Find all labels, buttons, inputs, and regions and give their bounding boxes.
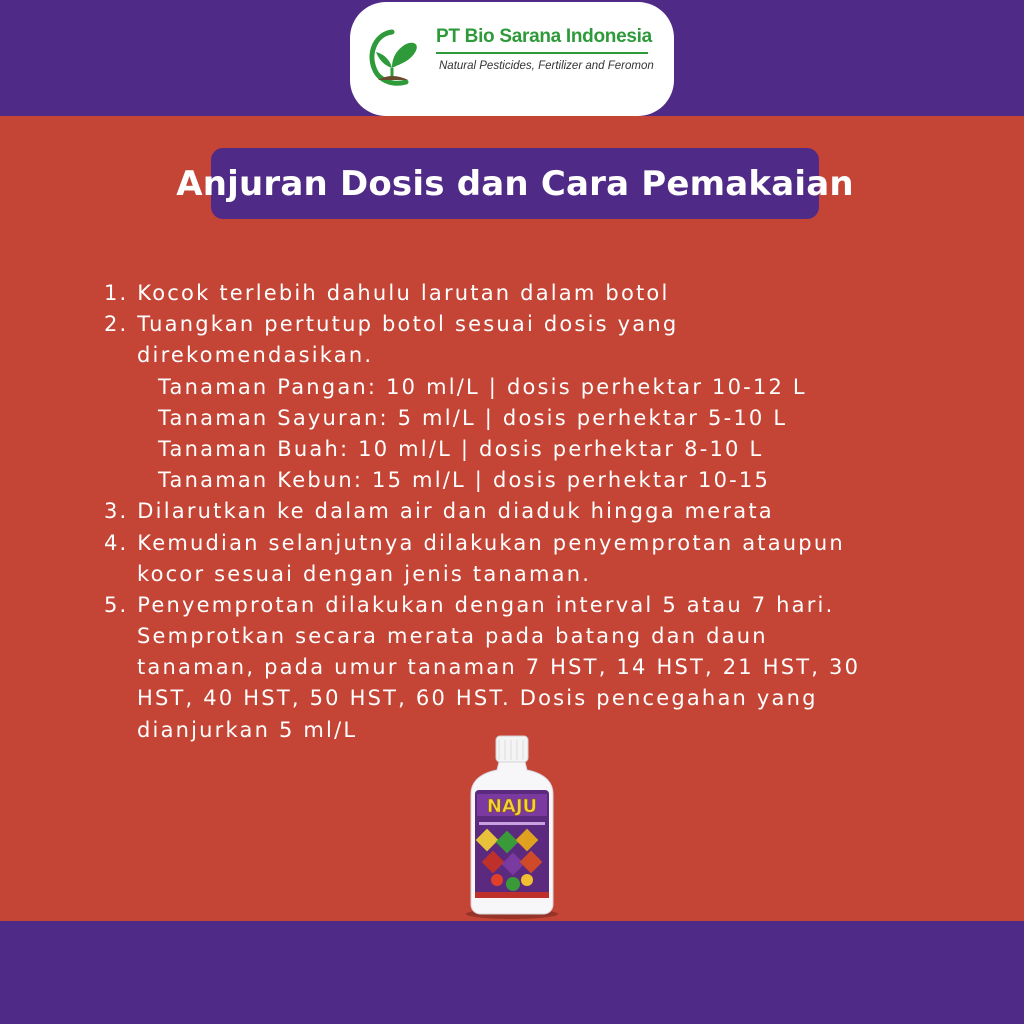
instruction-line: direkomendasikan. <box>137 343 374 368</box>
instruction-line: 2. Tuangkan pertutup botol sesuai dosis yang <box>104 312 679 337</box>
instruction-line: HST, 40 HST, 50 HST, 60 HST. Dosis pencegahan yang <box>137 686 818 711</box>
instruction-line: 1. Kocok terlebih dahulu larutan dalam botol <box>104 281 670 305</box>
brand-underline <box>436 52 648 54</box>
product-label: NAJU <box>486 796 538 817</box>
page-title: Anjuran Dosis dan Cara Pemakaian <box>176 163 854 204</box>
instruction-line: 5. Penyemprotan dilakukan dengan interval 5 atau 7 hari. <box>104 592 835 617</box>
title-banner <box>176 148 854 219</box>
leaf-sprout-icon <box>362 24 422 90</box>
instruction-line: dianjurkan 5 ml/L <box>137 717 358 742</box>
dosage-line: Tanaman Kebun: 15 ml/L | dosis perhektar 10-15 <box>158 468 771 493</box>
brand-logo-card <box>350 2 674 116</box>
dosage-line: Tanaman Pangan: 10 ml/L | dosis perhektar 10-12 L <box>158 374 807 399</box>
instruction-line: 3. Dilarutkan ke dalam air dan diaduk hingga merata <box>104 499 774 524</box>
dosage-line: Tanaman Sayuran: 5 ml/L | dosis perhektar 5-10 L <box>158 405 788 430</box>
brand-name: PT Bio Sarana Indonesia <box>436 26 652 47</box>
instruction-line: kocor sesuai dengan jenis tanaman. <box>137 561 592 586</box>
product-bottle <box>463 734 561 920</box>
bottom-band <box>0 921 1024 1024</box>
instruction-line: 4. Kemudian selanjutnya dilakukan penyemprotan ataupun <box>104 530 845 555</box>
instruction-line: tanaman, pada umur tanaman 7 HST, 14 HST, 21 HST, 30 <box>137 655 861 680</box>
dosage-line: Tanaman Buah: 10 ml/L | dosis perhektar 8-10 L <box>158 436 764 461</box>
instruction-line: Semprotkan secara merata pada batang dan daun <box>137 624 768 649</box>
instructions-list <box>104 278 924 746</box>
brand-tagline: Natural Pesticides, Fertilizer and Feromon <box>439 60 654 72</box>
